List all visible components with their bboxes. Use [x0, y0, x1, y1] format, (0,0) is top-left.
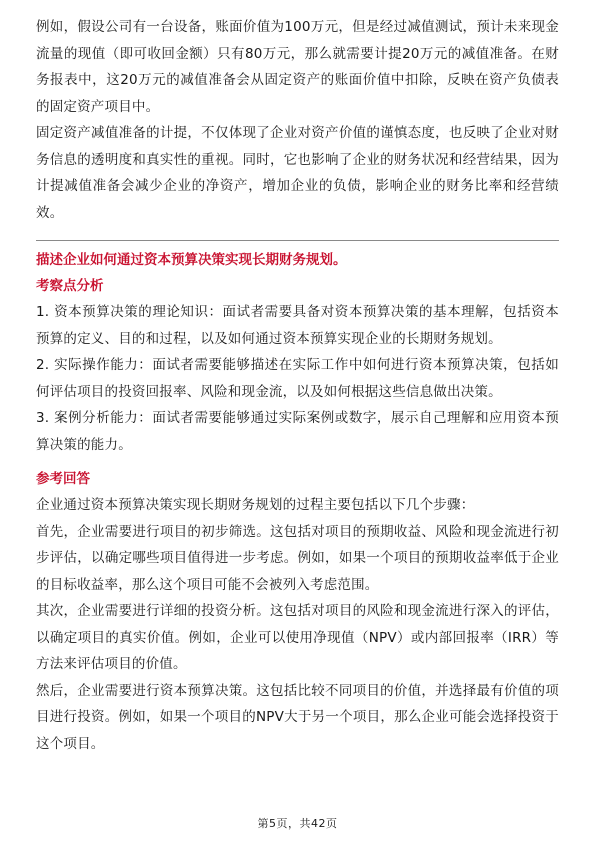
analysis-item-2: 2. 实际操作能力：面试者需要能够描述在实际工作中如何进行资本预算决策，包括如何评估项目的投资回报率、风险和现金流，以及如何根据这些信息做出决策。: [36, 357, 559, 400]
answer-paragraph-4: 然后，企业需要进行资本预算决策。这包括比较不同项目的价值，并选择最有价值的项目进行投资。例如，如果一个项目的NPV大于另一个项目，那么企业可能会选择投资于这个项目。: [36, 682, 559, 752]
page-number: 第5页，共42页: [257, 817, 338, 830]
intro-paragraph-2: 固定资产减值准备的计提，不仅体现了企业对资产价值的谨慎态度，也反映了企业对财务信息的透明度和真实性的重视。同时，它也影响了企业的财务状况和经营结果，因为计提减值准备会减少企业的净资产，增加企业的负债，影响企业的财务比率和经营绩效。: [36, 125, 559, 221]
answer-paragraph-3: 其次，企业需要进行详细的投资分析。这包括对项目的风险和现金流进行深入的评估，以确定项目的真实价值。例如，企业可以使用净现值（NPV）或内部回报率（IRR）等方法来评估项目的价值。: [36, 603, 559, 672]
page-content: [36, 14, 559, 757]
answer-title: 参考回答: [36, 471, 90, 487]
analysis-item-1: 1. 资本预算决策的理论知识：面试者需要具备对资本预算决策的基本理解，包括资本预算的定义、目的和过程，以及如何通过资本预算实现企业的长期财务规划。: [36, 304, 559, 347]
analysis-item-3: 3. 案例分析能力：面试者需要能够通过实际案例或数字，展示自己理解和应用资本预算决策的能力。: [36, 410, 559, 453]
answer-paragraph-2: 首先，企业需要进行项目的初步筛选。这包括对项目的预期收益、风险和现金流进行初步评估，以确定哪些项目值得进一步考虑。例如，如果一个项目的预期收益率低于企业的目标收益率，那么这个项目可能不会被列入考虑范围。: [36, 523, 559, 593]
answer-paragraph-1: 企业通过资本预算决策实现长期财务规划的过程主要包括以下几个步骤：: [36, 497, 475, 513]
section-gap: [36, 458, 559, 466]
section-divider: [36, 240, 559, 241]
question-heading: 描述企业如何通过资本预算决策实现长期财务规划。: [36, 252, 347, 268]
intro-paragraph-1: 例如，假设公司有一台设备，账面价值为100万元，但是经过减值测试，预计未来现金流量的现值（即可收回金额）只有80万元，那么就需要计提20万元的减值准备。在财务报表中，这20万元的减值准备会从固定资产的账面价值中扣除，反映在资产负债表的固定资产项目中。: [36, 19, 559, 115]
analysis-title: 考察点分析: [36, 278, 104, 294]
